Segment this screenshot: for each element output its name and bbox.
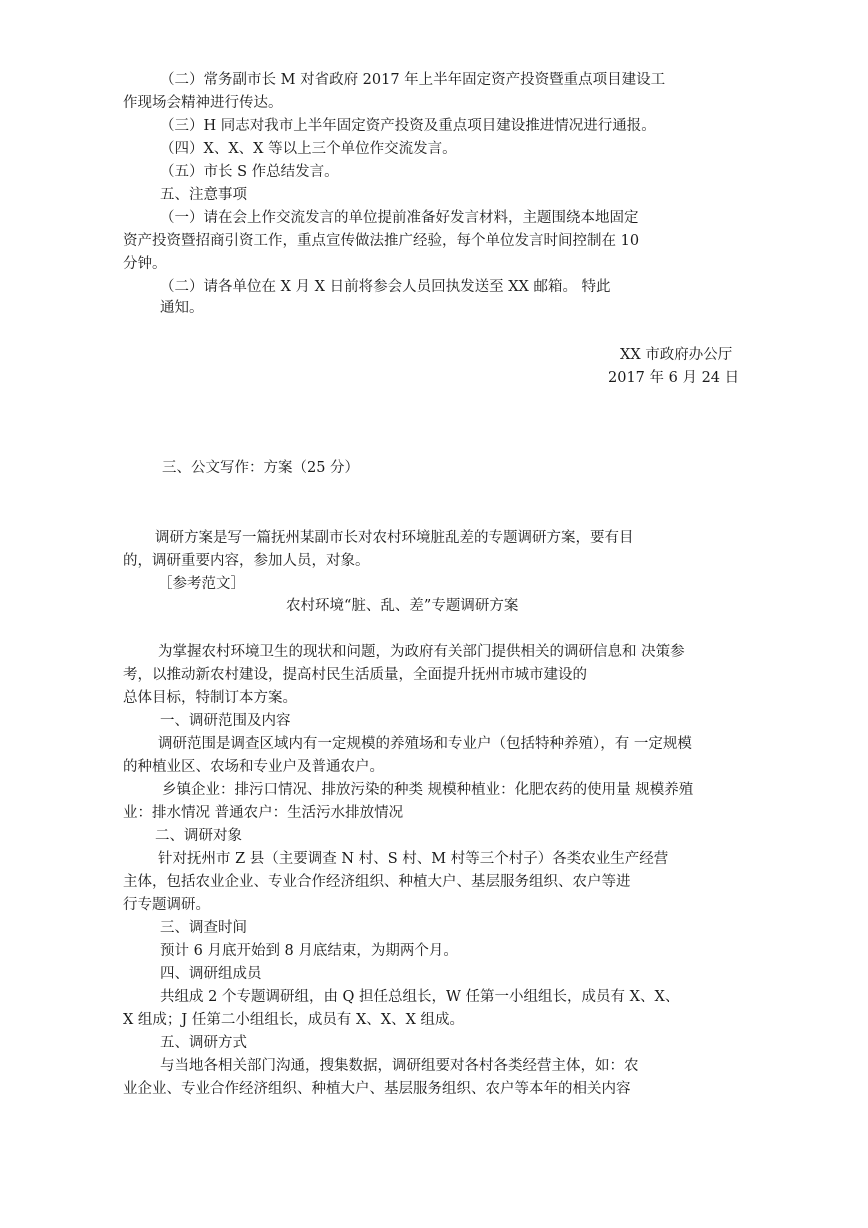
text-line: （五）市长 S 作总结发言。 bbox=[160, 164, 339, 180]
text-line: 针对抚州市 Z 县（主要调查 N 村、S 村、M 村等三个村子）各类农业生产经营 bbox=[158, 851, 669, 867]
text-line: 乡镇企业：排污口情况、排放污染的种类 规模种植业：化肥农药的使用量 规模养殖 bbox=[162, 782, 694, 798]
text-line: 资产投资暨招商引资工作，重点宣传做法推广经验，每个单位发言时间控制在 10 bbox=[123, 233, 640, 249]
text-line: （三）H 同志对我市上半年固定资产投资及重点项目建设推进情况进行通报。 bbox=[160, 118, 656, 134]
text-line: 分钟。 bbox=[123, 256, 167, 272]
signature-date: 2017 年 6 月 24 日 bbox=[608, 370, 740, 386]
text-line: 为掌握农村环境卫生的现状和问题，为政府有关部门提供相关的调研信息和 决策参 bbox=[158, 644, 685, 660]
text-line: 调研方案是写一篇抚州某副市长对农村环境脏乱差的专题调研方案，要有目 bbox=[155, 530, 634, 546]
text-line: ［参考范文］ bbox=[158, 576, 245, 592]
text-line: 的，调研重要内容，参加人员，对象。 bbox=[123, 553, 370, 569]
section-heading: 五、调研方式 bbox=[160, 1035, 247, 1051]
section-heading: 三、调查时间 bbox=[160, 920, 247, 936]
document-title: 农村环境“脏、乱、差”专题调研方案 bbox=[286, 598, 519, 614]
text-line: 主体，包括农业企业、专业合作经济组织、种植大户、基层服务组织、农户等进 bbox=[123, 874, 631, 890]
text-line: 的种植业区、农场和专业户及普通农户。 bbox=[123, 759, 384, 775]
section-heading: 二、调研对象 bbox=[155, 828, 242, 844]
text-line: 预计 6 月底开始到 8 月底结束，为期两个月。 bbox=[160, 943, 458, 959]
signature-organization: XX 市政府办公厅 bbox=[620, 347, 733, 363]
text-line: 总体目标，特制订本方案。 bbox=[123, 690, 297, 706]
text-line: 业：排水情况 普通农户：生活污水排放情况 bbox=[123, 805, 404, 821]
text-line: （二）请各单位在 X 月 X 日前将参会人员回执发送至 XX 邮箱。 特此 bbox=[160, 279, 611, 295]
section-heading: 一、调研范围及内容 bbox=[160, 713, 291, 729]
text-line: （四）X、X、X 等以上三个单位作交流发言。 bbox=[160, 141, 457, 157]
text-line: 调研范围是调查区域内有一定规模的养殖场和专业户（包括特种养殖），有 一定规模 bbox=[158, 736, 692, 752]
text-line: 作现场会精神进行传达。 bbox=[123, 95, 283, 111]
section-heading: 四、调研组成员 bbox=[160, 966, 262, 982]
section-heading: 五、注意事项 bbox=[160, 187, 247, 203]
text-line: 通知。 bbox=[160, 300, 204, 316]
section-heading: 三、公文写作：方案（25 分） bbox=[162, 460, 360, 476]
text-line: 共组成 2 个专题调研组，由 Q 担任总组长，W 任第一小组组长，成员有 X、X、 bbox=[160, 989, 680, 1005]
text-line: 行专题调研。 bbox=[123, 897, 210, 913]
text-line: X 组成；J 任第二小组组长，成员有 X、X、X 组成。 bbox=[123, 1012, 465, 1028]
text-line: 与当地各相关部门沟通，搜集数据，调研组要对各村各类经营主体，如：农 bbox=[160, 1058, 639, 1074]
text-line: （一）请在会上作交流发言的单位提前准备好发言材料，主题围绕本地固定 bbox=[160, 210, 639, 226]
text-line: （二）常务副市长 M 对省政府 2017 年上半年固定资产投资暨重点项目建设工 bbox=[160, 72, 666, 88]
text-line: 业企业、专业合作经济组织、种植大户、基层服务组织、农户等本年的相关内容 bbox=[123, 1081, 631, 1097]
text-line: 考，以推动新农村建设，提高村民生活质量，全面提升抚州市城市建设的 bbox=[123, 667, 587, 683]
